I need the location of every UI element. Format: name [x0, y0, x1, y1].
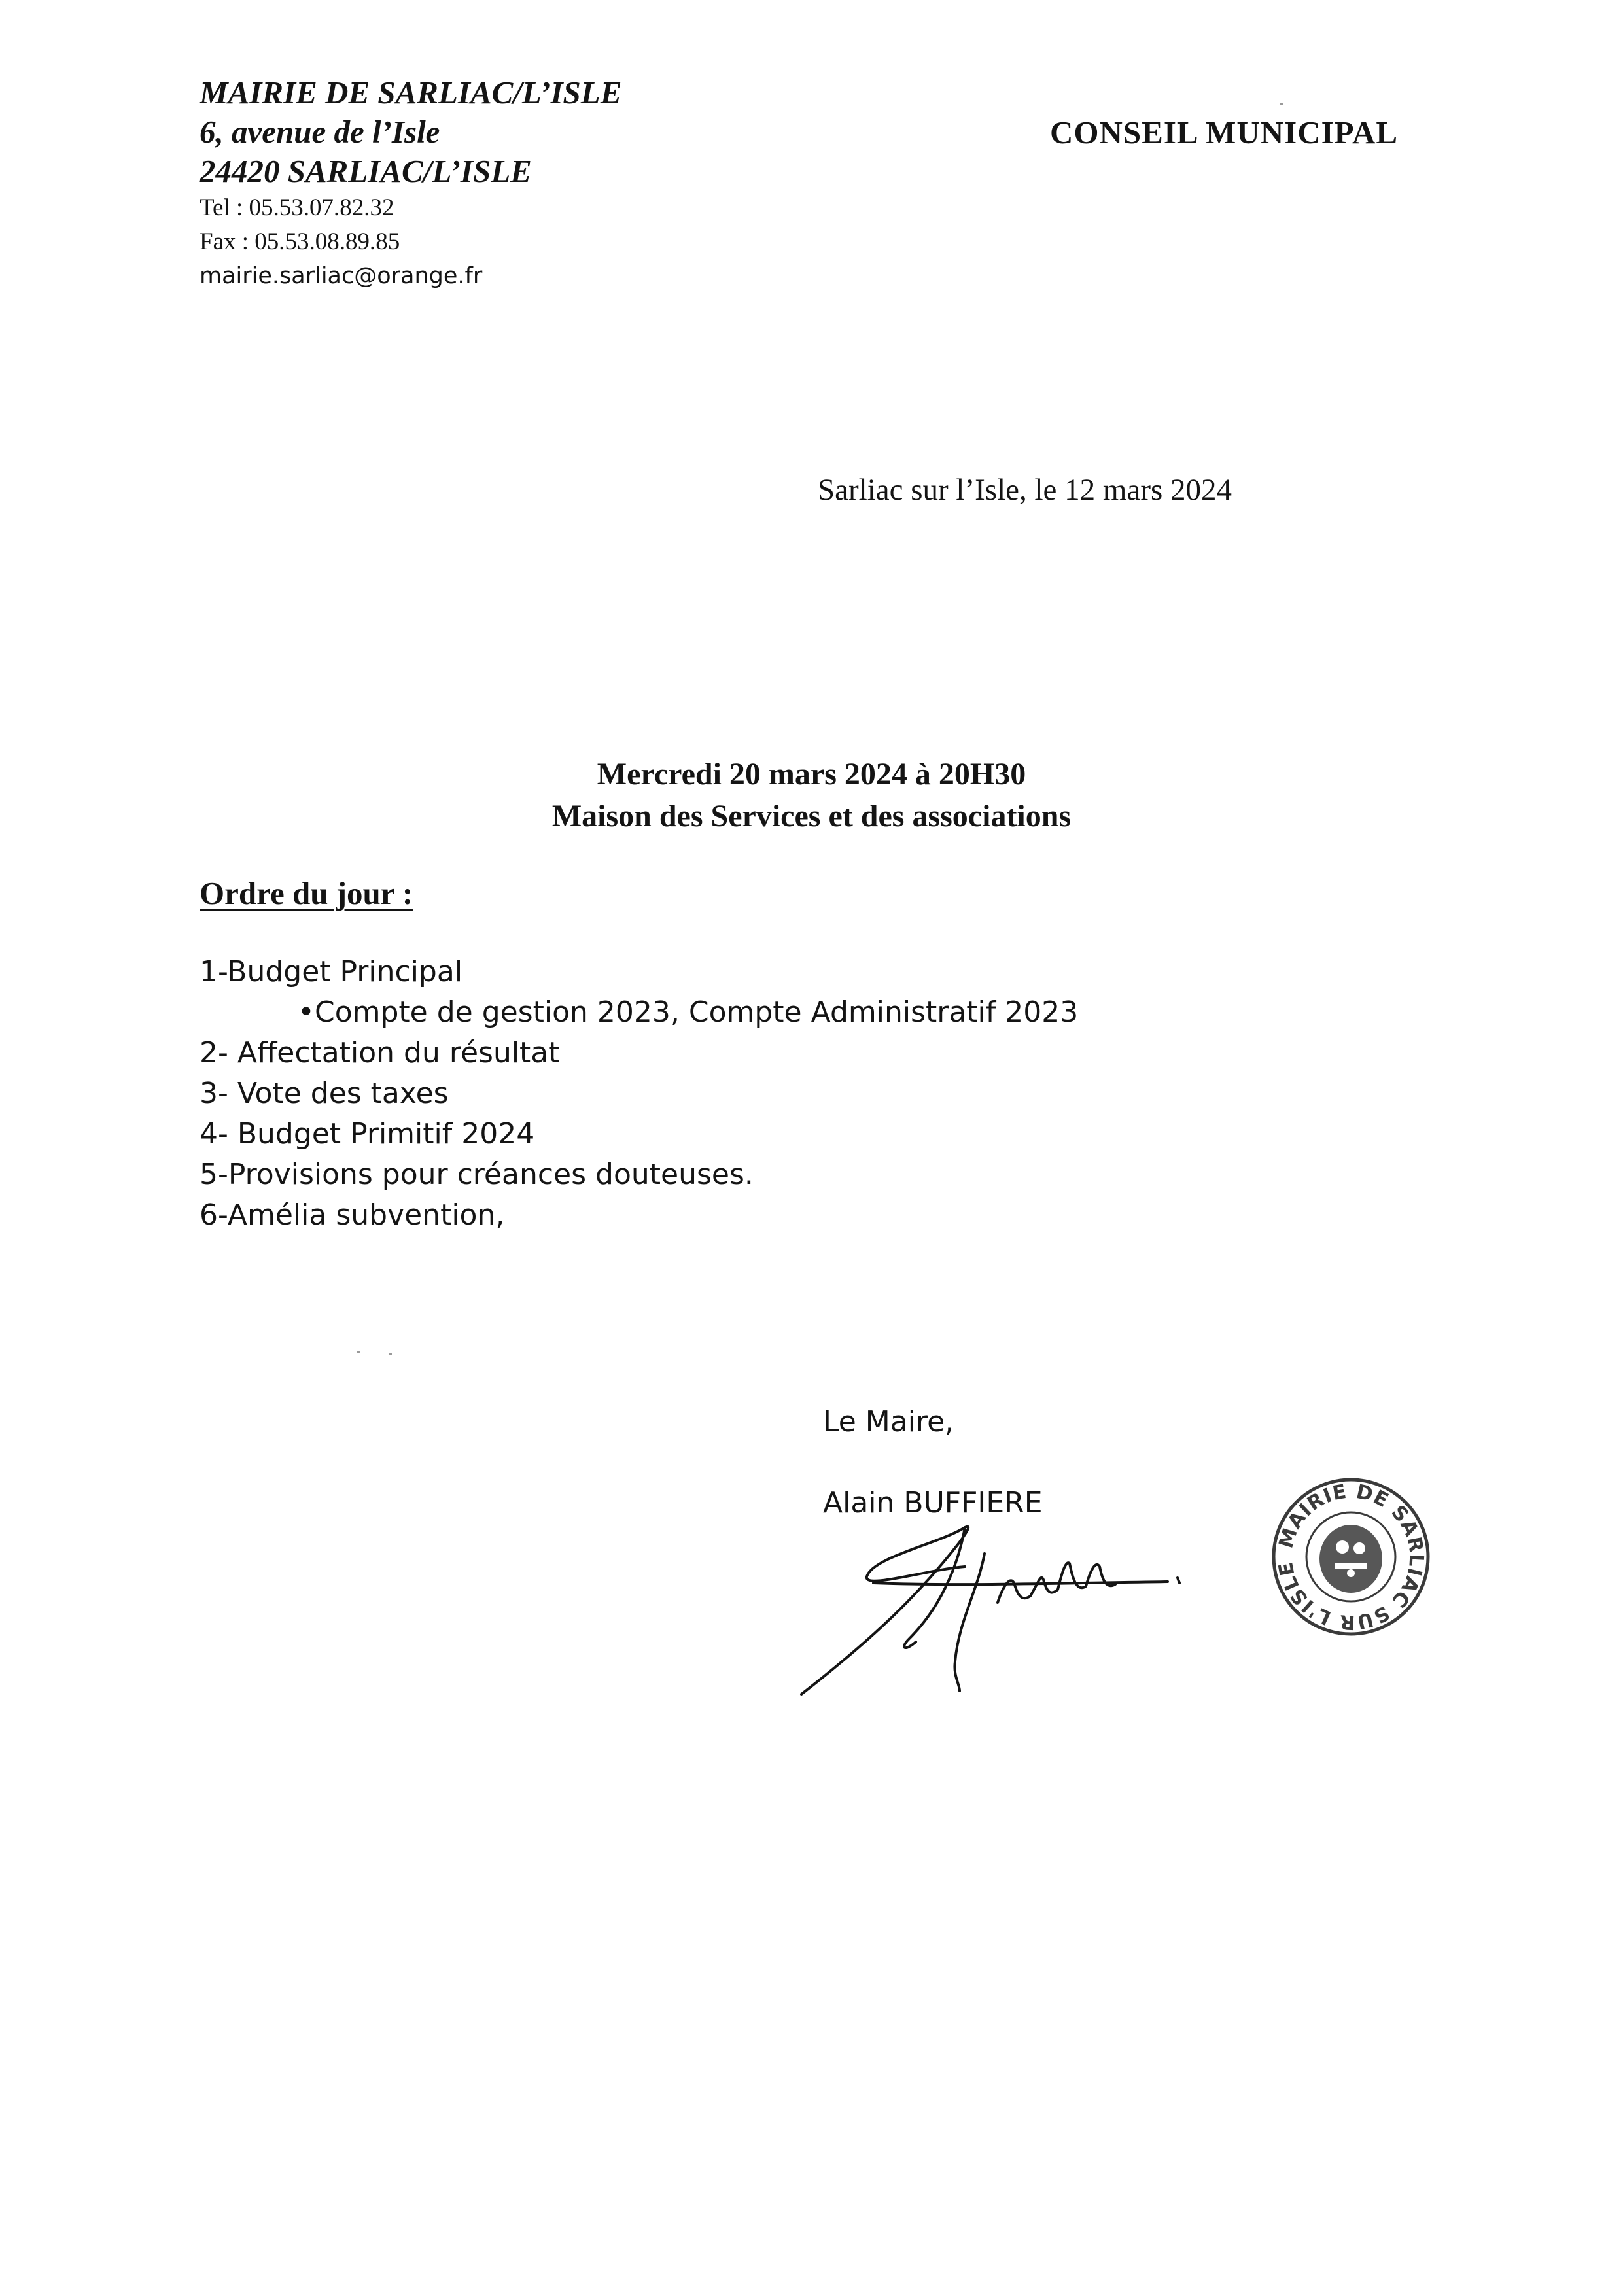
agenda-item: 4- Budget Primitif 2024: [200, 1117, 535, 1151]
agenda-item: 6-Amélia subvention,: [200, 1198, 505, 1232]
sender-block: [200, 73, 697, 293]
scan-speck: [389, 1353, 392, 1355]
sender-city: 24420 SARLIAC/L’ISLE: [200, 153, 532, 189]
sender-street: 6, avenue de l’Isle: [200, 114, 440, 150]
signatory-name: Alain BUFFIERE: [823, 1486, 1043, 1520]
meeting-info: [0, 754, 1623, 837]
place-and-date: Sarliac sur l’Isle, le 12 mars 2024: [818, 473, 1232, 507]
meeting-location: Maison des Services et des associations: [551, 799, 1072, 833]
scan-speck: [1280, 103, 1283, 105]
agenda-subitem-text: Compte de gestion 2023, Compte Administratif 2023: [315, 996, 1079, 1029]
bullet-icon: •: [298, 996, 315, 1029]
sender-tel: Tel : 05.53.07.82.32: [200, 194, 394, 221]
agenda-item: 1-Budget Principal: [200, 955, 463, 988]
official-stamp: [1269, 1475, 1433, 1639]
closing-line: Le Maire,: [823, 1405, 954, 1438]
meeting-datetime: Mercredi 20 mars 2024 à 20H30: [597, 757, 1026, 791]
agenda-title: Ordre du jour :: [200, 875, 413, 911]
agenda-item: 3- Vote des taxes: [200, 1077, 449, 1110]
stamp-text: MAIRIE DE SARLIAC SUR L'ISLE: [1274, 1480, 1428, 1634]
agenda-item: 5-Provisions pour créances douteuses.: [200, 1158, 754, 1191]
agenda-list: [200, 952, 1078, 1236]
agenda-item: 2- Affectation du résultat: [200, 1036, 560, 1070]
sender-fax: Fax : 05.53.08.89.85: [200, 228, 400, 255]
sender-name: MAIRIE DE SARLIAC/L’ISLE: [200, 75, 622, 111]
handwritten-signature: [788, 1505, 1220, 1701]
scan-speck: [357, 1351, 360, 1353]
agenda-subitem: [200, 992, 1078, 1033]
document-type-heading: CONSEIL MUNICIPAL: [1050, 114, 1399, 150]
sender-email: mairie.sarliac@orange.fr: [200, 263, 483, 289]
